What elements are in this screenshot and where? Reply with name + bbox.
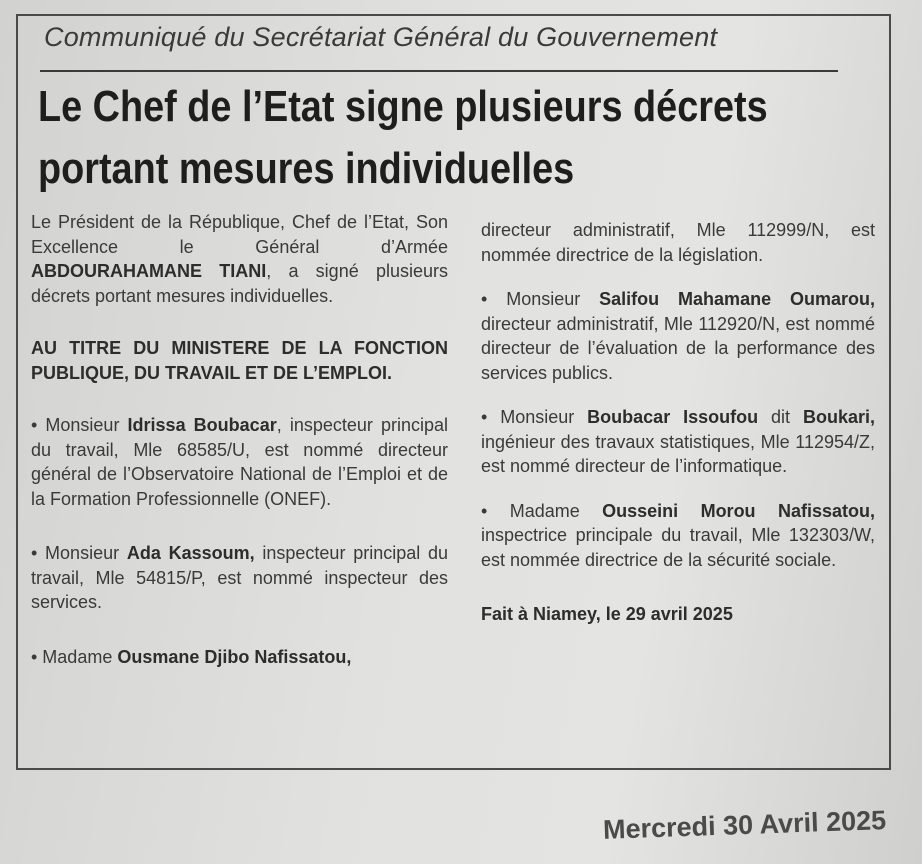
appointee-name: Idrissa Boubacar	[127, 415, 277, 435]
appointment-item: • Madame Ousseini Morou Nafissatou, inspectrice principale du travail, Mle 132303/W, est nommée directrice de la sécurité sociale.	[481, 500, 875, 570]
appointment-item: • Monsieur Idrissa Boubacar, inspecteur principal du travail, Mle 68585/U, est nommé directeur général de l’Observatoire National de l’Emploi et de la Formation Professionnelle (ONEF).	[31, 415, 449, 509]
appointment-item: • Madame Ousmane Djibo Nafissatou,	[31, 646, 352, 667]
right-column	[481, 218, 875, 627]
signoff: Fait à Niamey, le 29 avril 2025	[481, 604, 733, 624]
appointment-item: • Monsieur Boubacar Issoufou dit Boukari, ingénieur des travaux statistiques, Mle 112954/Z, est nommé directeur de l’informatique.	[481, 407, 875, 476]
intro-paragraph: Le Président de la République, Chef de l’Etat, Son Excellence le Général d’Armée ABDOURAHAMANE TIANI, a signé plusieurs décrets portant mesures individuelles.	[31, 212, 448, 306]
appointee-name: Ousseini Morou Nafissatou,	[602, 500, 875, 521]
president-name: ABDOURAHAMANE TIANI	[31, 261, 267, 281]
appointee-name: Boubacar Issoufou	[587, 407, 759, 427]
left-column	[31, 210, 448, 669]
appointee-nickname: Boukari,	[802, 407, 875, 427]
kicker-underline	[40, 70, 838, 72]
headline-line-2: portant mesures individuelles	[38, 144, 575, 193]
headline-line-1: Le Chef de l’Etat signe plusieurs décrets	[38, 82, 768, 131]
article-headline	[38, 76, 768, 200]
appointee-name: Ousmane Djibo Nafissatou,	[117, 646, 352, 667]
appointee-name: Salifou Mahamane Oumarou,	[599, 289, 875, 309]
appointee-name: Ada Kassoum,	[126, 543, 255, 563]
ministry-section-heading: AU TITRE DU MINISTERE DE LA FONCTION PUBLIQUE, DU TRAVAIL ET DE L’EMPLOI.	[31, 338, 448, 383]
appointment-item: • Monsieur Salifou Mahamane Oumarou, directeur administratif, Mle 112920/N, est nommé directeur de l’évaluation de la performance des services publics.	[481, 289, 875, 383]
appointment-item-continued: directeur administratif, Mle 112999/N, est nommée directrice de la législation.	[481, 220, 875, 265]
appointment-item: • Monsieur Ada Kassoum, inspecteur principal du travail, Mle 54815/P, est nommé inspecteur des services.	[31, 543, 448, 612]
footer-date: Mercredi 30 Avril 2025	[602, 805, 887, 845]
article-kicker: Communiqué du Secrétariat Général du Gouvernement	[44, 22, 718, 52]
